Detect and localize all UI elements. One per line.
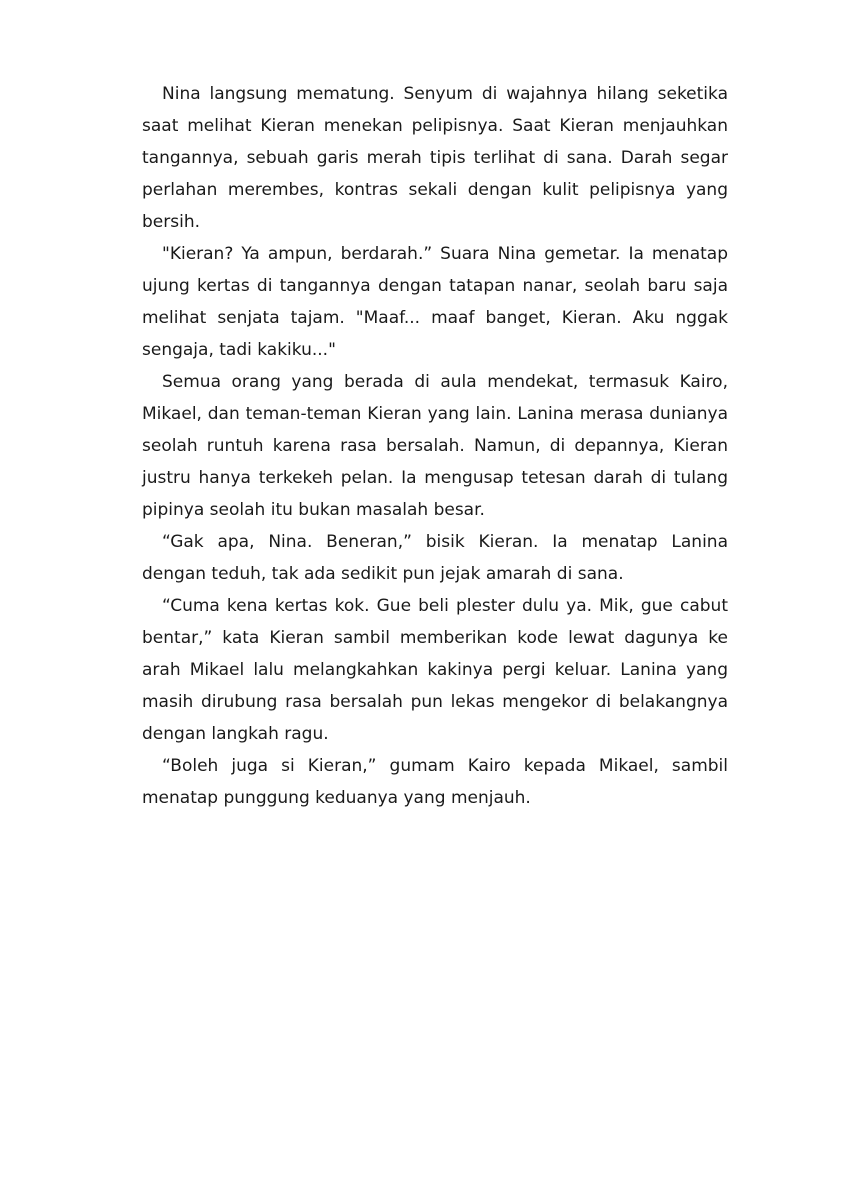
paragraph: “Boleh juga si Kieran,” gumam Kairo kepada Mikael, sambil menatap punggung keduanya yang menjauh. [142,756,728,808]
paragraph: “Cuma kena kertas kok. Gue beli plester dulu ya. Mik, gue cabut bentar,” kata Kieran sambil memberikan kode lewat dagunya ke arah Mikael lalu melangkahkan kakinya pergi keluar. Lanina yang masih dirubung rasa bersalah pun lekas mengekor di belakangnya dengan langkah ragu. [142,596,728,744]
paragraph: “Gak apa, Nina. Beneran,” bisik Kieran. Ia menatap Lanina dengan teduh, tak ada sedikit pun jejak amarah di sana. [142,532,728,584]
paragraph: Nina langsung mematung. Senyum di wajahnya hilang seketika saat melihat Kieran menekan pelipisnya. Saat Kieran menjauhkan tangannya, sebuah garis merah tipis terlihat di sana. Darah segar perlahan merembes, kontras sekali dengan kulit pelipisnya yang bersih. [142,84,728,232]
paragraph: "Kieran? Ya ampun, berdarah.” Suara Nina gemetar. Ia menatap ujung kertas di tangannya dengan tatapan nanar, seolah baru saja melihat senjata tajam. "Maaf... maaf banget, Kieran. Aku nggak sengaja, tadi kakiku..." [142,244,728,360]
paragraph: Semua orang yang berada di aula mendekat, termasuk Kairo, Mikael, dan teman-teman Kieran yang lain. Lanina merasa dunianya seolah runtuh karena rasa bersalah. Namun, di depannya, Kieran justru hanya terkekeh pelan. Ia mengusap tetesan darah di tulang pipinya seolah itu bukan masalah besar. [142,372,728,520]
document-page [142,78,728,814]
